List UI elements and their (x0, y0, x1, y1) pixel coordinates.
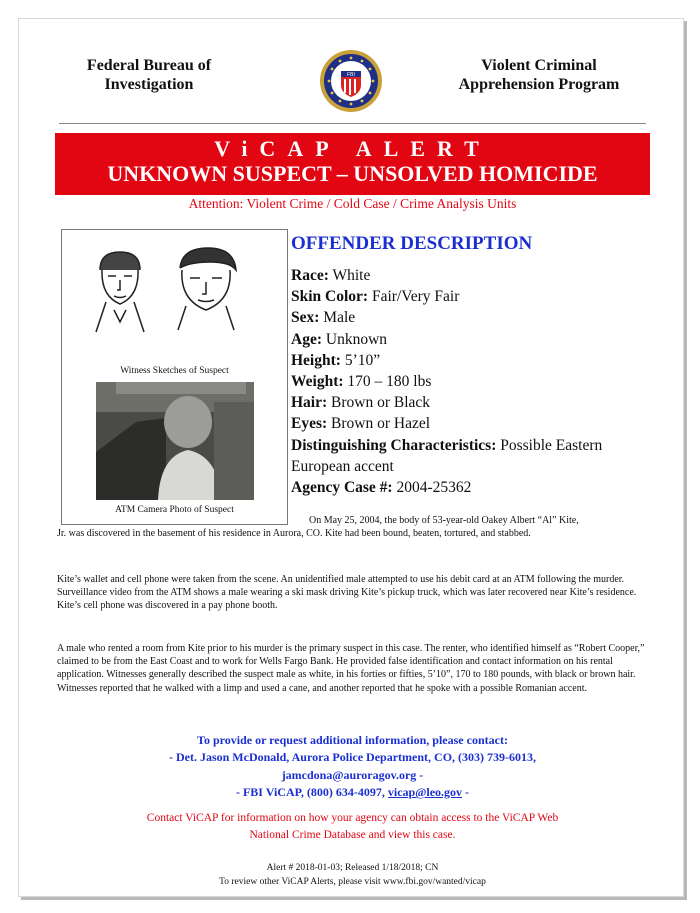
flyer-page (18, 18, 684, 897)
attention-line: Attention: Violent Crime / Cold Case / Crime Analysis Units (188, 196, 517, 211)
alert-release-info: Alert # 2018-01-03; Released 1/18/2018; CN (266, 863, 439, 873)
description-row-case-number: Agency Case #: 2004-25362 (291, 479, 472, 497)
description-row-age: Age: Unknown (291, 330, 388, 348)
description-row-weight: Weight: 170 – 180 lbs (291, 373, 432, 391)
description-row-characteristics: Distinguishing Characteristics: Possible Eastern European accent (291, 436, 603, 475)
description-row-sex: Sex: Male (291, 309, 356, 327)
description-row-race: Race: White (291, 267, 371, 284)
contact-fbi-vicap: - FBI ViCAP, (800) 634-4097, vicap@leo.gov - (235, 785, 470, 799)
vicap-website-link[interactable]: To review other ViCAP Alerts, please visit www.fbi.gov/wanted/vicap (219, 877, 486, 887)
sketch-caption: Witness Sketches of Suspect (120, 366, 229, 376)
case-paragraph-2: Kite’s wallet and cell phone were taken from the scene. An unidentified male attempted to use his debit card at an ATM following the murder. Surveillance video from the ATM shows a male wearing a ski mask driving Kite’s pickup truck, which was later recovered near Kite’s residence. Kite’s cell phone was discovered in a pay phone booth. (57, 574, 637, 612)
suspect-images-panel (61, 229, 288, 525)
contact-heading: To provide or request additional information, please contact: (197, 733, 508, 747)
access-notice-line-2: National Crime Database and view this case. (249, 829, 456, 841)
description-row-height: Height: 5’10” (291, 351, 381, 369)
atm-caption: ATM Camera Photo of Suspect (115, 505, 234, 515)
header-right-title: Violent Criminal Apprehension Program (458, 57, 620, 93)
description-row-skin-color: Skin Color: Fair/Very Fair (291, 288, 460, 306)
header-divider (59, 123, 646, 124)
vicap-email-link[interactable]: vicap@leo.gov (387, 785, 463, 799)
description-row-eyes: Eyes: Brown or Hazel (291, 415, 431, 433)
access-notice-line-1: Contact ViCAP for information on how your agency can obtain access to the ViCAP Web (146, 812, 559, 824)
case-paragraph-1-start: On May 25, 2004, the body of 53-year-old Oakey Albert “Al” Kite, (309, 515, 579, 526)
header-left-title: Federal Bureau of Investigation (86, 57, 212, 93)
contact-detective-email-line: jamcdona@auroragov.org - (281, 768, 424, 782)
description-row-hair: Hair: Brown or Black (291, 394, 431, 412)
alert-subtitle: UNKNOWN SUSPECT – UNSOLVED HOMICIDE (107, 161, 598, 186)
atm-camera-photo (96, 382, 254, 500)
offender-description-list (291, 265, 631, 498)
detective-email-link[interactable]: jamcdona@auroragov.org (281, 768, 417, 782)
contact-detective: - Det. Jason McDonald, Aurora Police Department, CO, (303) 739-6013, (168, 750, 537, 764)
fbi-seal-icon (319, 49, 383, 113)
alert-banner (55, 133, 650, 195)
case-paragraph-3: A male who rented a room from Kite prior to his murder is the primary suspect in this case. The renter, who identified himself as “Robert Cooper,” claimed to be from the East Coast and to work for Wells Fargo Bank. He provided false identification and contact information on his rental application. Witnesses generally described the suspect male as white, in his forties or fifties, 5’10”, 170 to 180 pounds, with black or brown hair. Witnesses reported that he walked with a limp and used a cane, and another reported that he spoke with a possible Romanian accent. (57, 643, 645, 694)
svg-text:FBI: FBI (347, 72, 355, 78)
case-paragraph-1: Jr. was discovered in the basement of his residence in Aurora, CO. Kite had been bound, beaten, tortured, and stabbed. (57, 528, 531, 539)
offender-description-title: OFFENDER DESCRIPTION (291, 233, 533, 254)
witness-sketches (62, 230, 287, 375)
alert-title: ViCAP ALERT (214, 136, 491, 161)
